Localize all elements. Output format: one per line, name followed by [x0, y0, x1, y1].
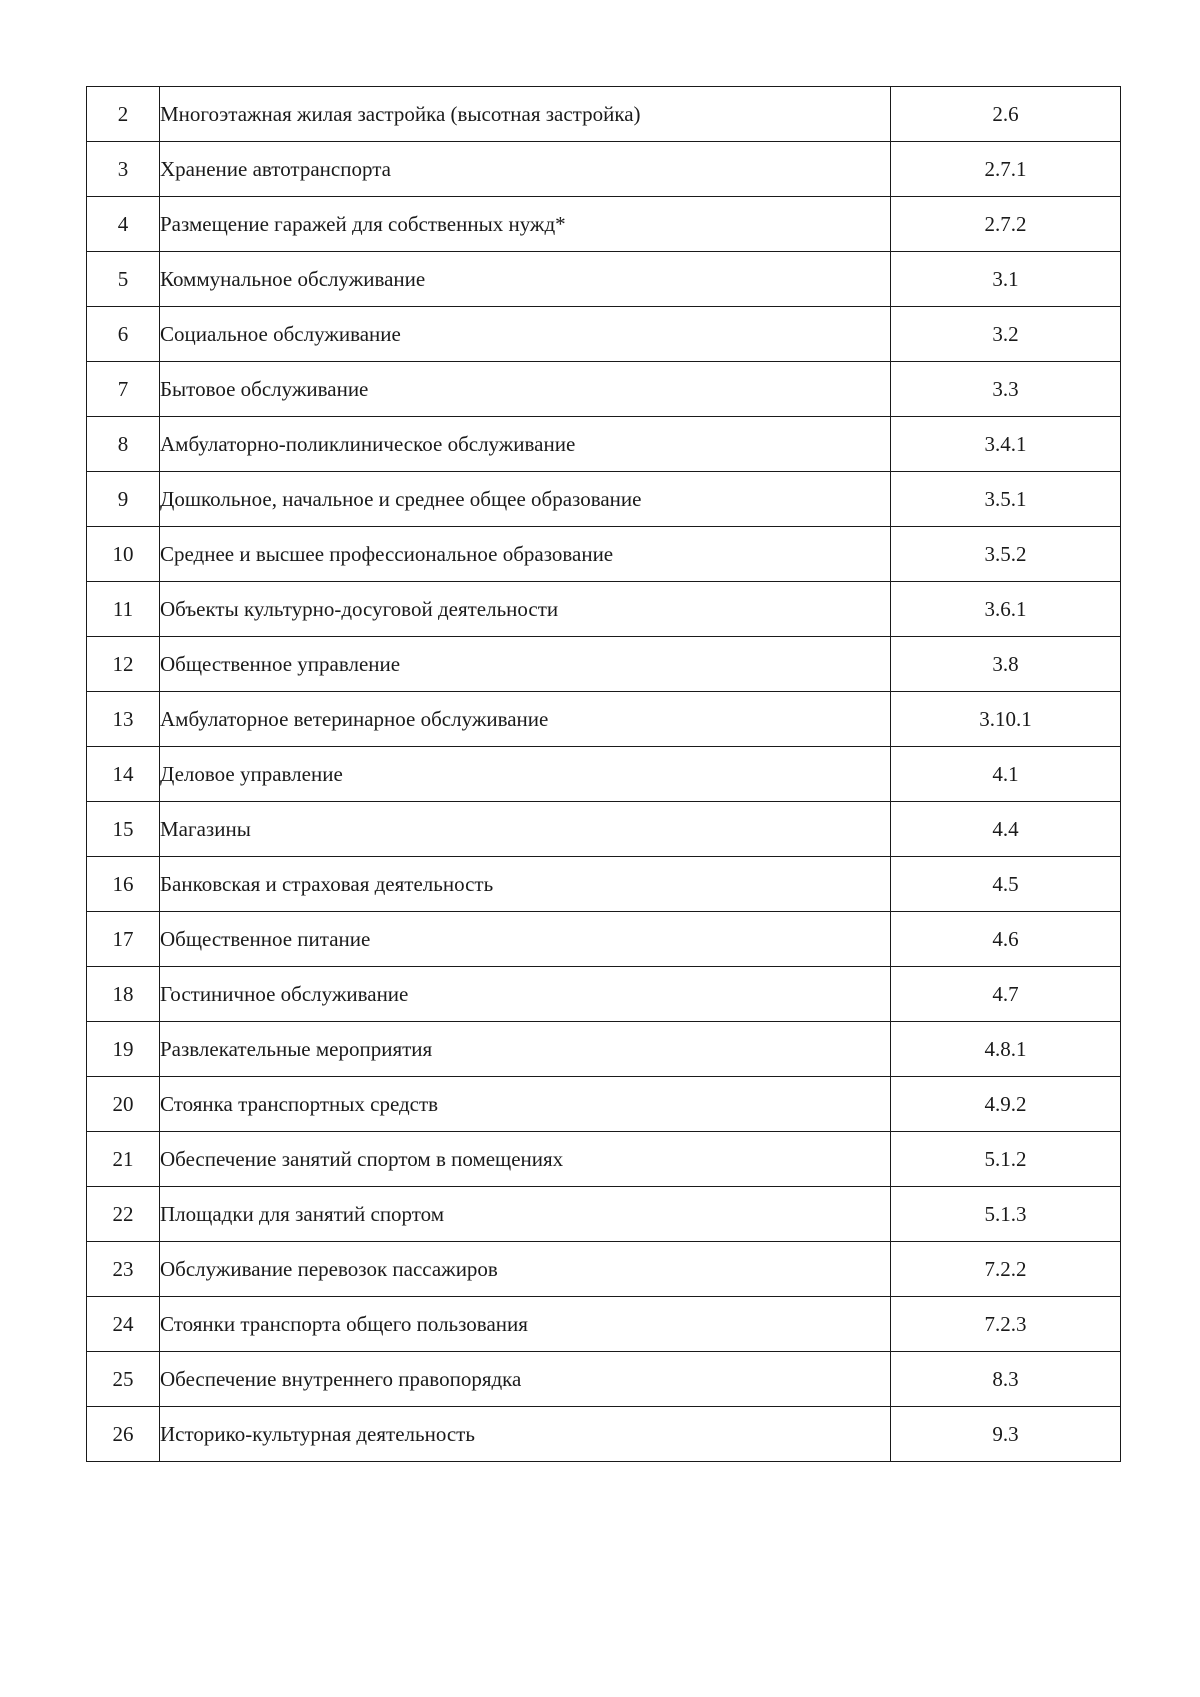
use-type-name: Амбулаторное ветеринарное обслуживание	[160, 692, 891, 747]
table-row	[87, 197, 1121, 252]
table-body	[87, 87, 1121, 1462]
row-number: 14	[87, 747, 160, 802]
use-type-name: Размещение гаражей для собственных нужд*	[160, 197, 891, 252]
table-row	[87, 1077, 1121, 1132]
use-type-code: 3.5.2	[891, 527, 1121, 582]
row-number: 24	[87, 1297, 160, 1352]
use-type-name: Стоянка транспортных средств	[160, 1077, 891, 1132]
table-row	[87, 582, 1121, 637]
table-row	[87, 1187, 1121, 1242]
row-number: 19	[87, 1022, 160, 1077]
table-row	[87, 87, 1121, 142]
use-type-code: 8.3	[891, 1352, 1121, 1407]
row-number: 11	[87, 582, 160, 637]
use-type-code: 4.7	[891, 967, 1121, 1022]
row-number: 3	[87, 142, 160, 197]
use-type-name: Деловое управление	[160, 747, 891, 802]
use-type-name: Коммунальное обслуживание	[160, 252, 891, 307]
row-number: 22	[87, 1187, 160, 1242]
row-number: 26	[87, 1407, 160, 1462]
row-number: 4	[87, 197, 160, 252]
use-type-code: 3.4.1	[891, 417, 1121, 472]
row-number: 20	[87, 1077, 160, 1132]
use-type-name: Общественное управление	[160, 637, 891, 692]
use-type-code: 4.5	[891, 857, 1121, 912]
table-row	[87, 417, 1121, 472]
use-type-name: Банковская и страховая деятельность	[160, 857, 891, 912]
use-type-code: 3.6.1	[891, 582, 1121, 637]
row-number: 15	[87, 802, 160, 857]
row-number: 7	[87, 362, 160, 417]
use-type-name: Историко-культурная деятельность	[160, 1407, 891, 1462]
table-row	[87, 1352, 1121, 1407]
use-type-code: 4.4	[891, 802, 1121, 857]
table-row	[87, 912, 1121, 967]
row-number: 5	[87, 252, 160, 307]
use-type-name: Среднее и высшее профессиональное образование	[160, 527, 891, 582]
table-row	[87, 637, 1121, 692]
row-number: 9	[87, 472, 160, 527]
use-type-name: Общественное питание	[160, 912, 891, 967]
table-row	[87, 1242, 1121, 1297]
use-type-code: 4.1	[891, 747, 1121, 802]
use-type-name: Дошкольное, начальное и среднее общее образование	[160, 472, 891, 527]
use-type-code: 4.6	[891, 912, 1121, 967]
use-type-name: Социальное обслуживание	[160, 307, 891, 362]
table-row	[87, 252, 1121, 307]
table-row	[87, 307, 1121, 362]
row-number: 12	[87, 637, 160, 692]
use-type-name: Магазины	[160, 802, 891, 857]
use-type-code: 3.3	[891, 362, 1121, 417]
table-row	[87, 527, 1121, 582]
use-type-name: Хранение автотранспорта	[160, 142, 891, 197]
row-number: 2	[87, 87, 160, 142]
row-number: 13	[87, 692, 160, 747]
use-type-name: Бытовое обслуживание	[160, 362, 891, 417]
table-row	[87, 362, 1121, 417]
use-type-name: Развлекательные мероприятия	[160, 1022, 891, 1077]
table-row	[87, 967, 1121, 1022]
table-row	[87, 802, 1121, 857]
use-type-name: Стоянки транспорта общего пользования	[160, 1297, 891, 1352]
use-type-code: 3.2	[891, 307, 1121, 362]
table-row	[87, 747, 1121, 802]
row-number: 21	[87, 1132, 160, 1187]
table-row	[87, 1297, 1121, 1352]
use-type-code: 3.10.1	[891, 692, 1121, 747]
use-type-code: 2.6	[891, 87, 1121, 142]
use-type-code: 3.5.1	[891, 472, 1121, 527]
use-type-name: Объекты культурно-досуговой деятельности	[160, 582, 891, 637]
use-type-name: Обеспечение внутреннего правопорядка	[160, 1352, 891, 1407]
table-row	[87, 857, 1121, 912]
use-type-code: 2.7.1	[891, 142, 1121, 197]
row-number: 10	[87, 527, 160, 582]
use-type-code: 4.9.2	[891, 1077, 1121, 1132]
row-number: 18	[87, 967, 160, 1022]
row-number: 23	[87, 1242, 160, 1297]
use-type-name: Гостиничное обслуживание	[160, 967, 891, 1022]
use-type-code: 5.1.2	[891, 1132, 1121, 1187]
use-type-code: 5.1.3	[891, 1187, 1121, 1242]
use-type-name: Обеспечение занятий спортом в помещениях	[160, 1132, 891, 1187]
row-number: 8	[87, 417, 160, 472]
row-number: 17	[87, 912, 160, 967]
table-row	[87, 1407, 1121, 1462]
use-type-name: Обслуживание перевозок пассажиров	[160, 1242, 891, 1297]
use-type-code: 7.2.3	[891, 1297, 1121, 1352]
table-row	[87, 1022, 1121, 1077]
use-type-name: Площадки для занятий спортом	[160, 1187, 891, 1242]
use-type-code: 2.7.2	[891, 197, 1121, 252]
row-number: 25	[87, 1352, 160, 1407]
row-number: 16	[87, 857, 160, 912]
table-row	[87, 472, 1121, 527]
use-type-name: Амбулаторно-поликлиническое обслуживание	[160, 417, 891, 472]
use-type-code: 3.1	[891, 252, 1121, 307]
use-type-code: 9.3	[891, 1407, 1121, 1462]
table-row	[87, 142, 1121, 197]
use-type-name: Многоэтажная жилая застройка (высотная застройка)	[160, 87, 891, 142]
use-type-code: 7.2.2	[891, 1242, 1121, 1297]
land-use-table	[86, 86, 1121, 1462]
table-row	[87, 1132, 1121, 1187]
row-number: 6	[87, 307, 160, 362]
use-type-code: 3.8	[891, 637, 1121, 692]
use-type-code: 4.8.1	[891, 1022, 1121, 1077]
table-row	[87, 692, 1121, 747]
